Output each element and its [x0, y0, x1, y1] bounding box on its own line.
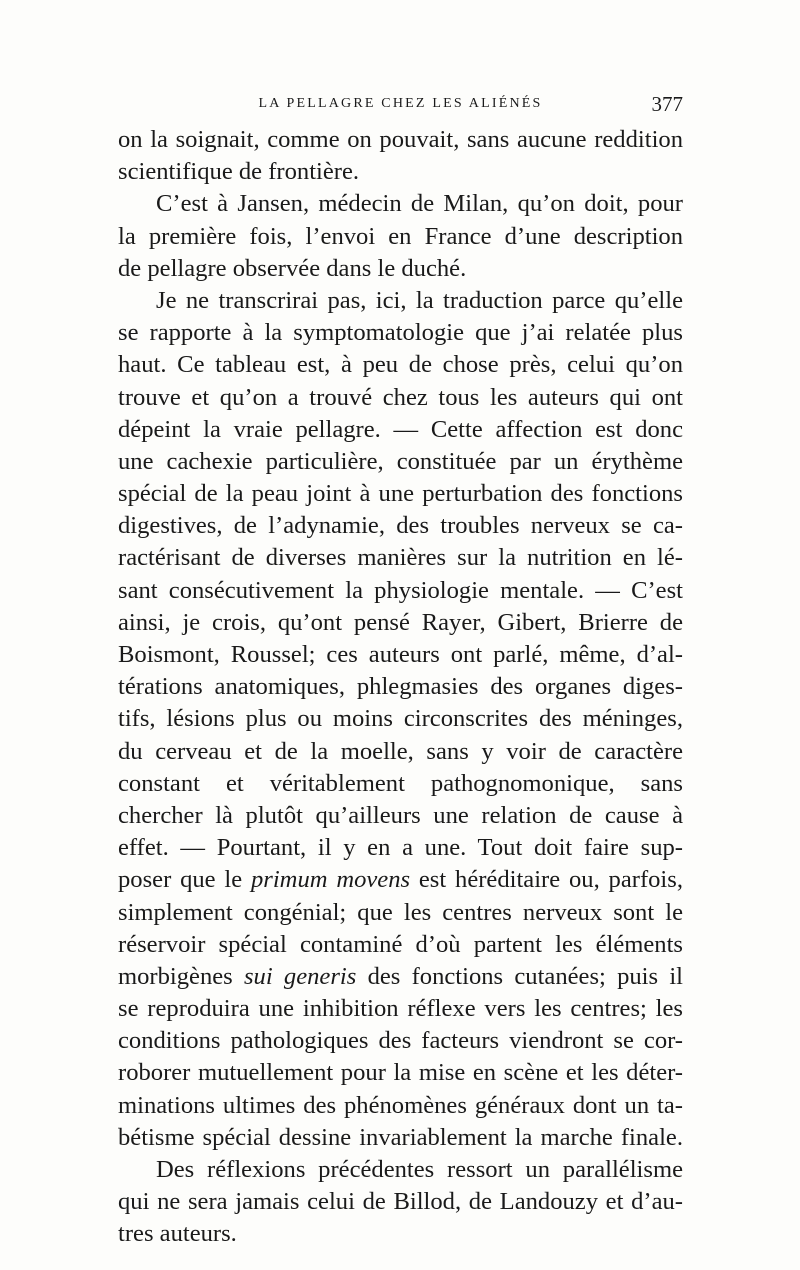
- text-line: du cerveau et de la moelle, sans y voir de caractère: [118, 737, 683, 765]
- text-fragment: est héréditaire ou, parfois,: [410, 866, 683, 894]
- text-line: conditions pathologiques des facteurs viendront se cor-: [118, 1027, 683, 1055]
- text-line: Des réflexions précédentes ressort un parallélisme: [156, 1156, 683, 1183]
- text-fragment: poser que le: [118, 866, 251, 894]
- text-line: ainsi, je crois, qu’ont pensé Rayer, Gibert, Brierre de: [118, 608, 683, 636]
- italic-phrase: primum movens: [250, 866, 411, 894]
- text-line: dépeint la vraie pellagre. — Cette affection est donc: [118, 415, 683, 443]
- text-line: on la soignait, comme on pouvait, sans aucune reddition: [118, 126, 683, 153]
- text-line: Je ne transcrirai pas, ici, la traduction parce qu’elle: [156, 286, 683, 314]
- text-line: ractérisant de diverses manières sur la nutrition en lé-: [118, 544, 683, 572]
- text-line: simplement congénial; que les centres nerveux sont le: [118, 898, 683, 926]
- text-line: digestives, de l’adynamie, des troubles nerveux se ca-: [118, 512, 683, 540]
- text-line: [118, 961, 683, 993]
- text-line: tifs, lésions plus ou moins circonscrites des méninges,: [118, 705, 683, 733]
- text-line: effet. — Pourtant, il y en a une. Tout doit faire sup-: [118, 834, 683, 862]
- text-fragment: des fonctions cutanées; puis il: [356, 962, 683, 990]
- text-fragment: morbigènes: [118, 962, 244, 990]
- text-line: qui ne sera jamais celui de Billod, de Landouzy et d’au-: [118, 1188, 683, 1216]
- text-line: bétisme spécial dessine invariablement la marche finale.: [118, 1123, 683, 1151]
- text-line: minations ultimes des phénomènes généraux dont un ta-: [118, 1091, 683, 1119]
- italic-phrase: sui generis: [243, 962, 357, 990]
- text-line: chercher là plutôt qu’ailleurs une relation de cause à: [118, 801, 683, 829]
- text-line: une cachexie particulière, constituée par un érythème: [118, 447, 683, 475]
- body-text: [118, 124, 683, 1251]
- text-line: spécial de la peau joint à une perturbation des fonctions: [118, 480, 683, 508]
- text-line: sant consécutivement la physiologie mentale. — C’est: [118, 576, 683, 604]
- text-line: de pellagre observée dans le duché.: [118, 254, 467, 282]
- text-line: Boismont, Roussel; ces auteurs ont parlé, même, d’al-: [118, 641, 683, 668]
- text-line: se rapporte à la symptomatologie que j’ai relatée plus: [118, 319, 683, 347]
- running-head: [118, 92, 683, 116]
- text-line: réservoir spécial contaminé d’où partent les éléments: [118, 930, 683, 958]
- text-line: C’est à Jansen, médecin de Milan, qu’on doit, pour: [156, 190, 683, 218]
- text-line: haut. Ce tableau est, à peu de chose près, celui qu’on: [118, 351, 683, 379]
- text-line: trouve et qu’on a trouvé chez tous les auteurs qui ont: [118, 383, 683, 411]
- running-title: LA PELLAGRE CHEZ LES ALIÉNÉS: [258, 96, 543, 111]
- text-line: la première fois, l’envoi en France d’une description: [118, 222, 683, 250]
- text-line: se reproduira une inhibition réflexe vers les centres; les: [118, 995, 683, 1023]
- page-number: 377: [651, 92, 683, 116]
- text-line: térations anatomiques, phlegmasies des organes diges-: [118, 673, 683, 701]
- text-line: constant et véritablement pathognomonique, sans: [118, 769, 683, 797]
- text-line: scientifique de frontière.: [118, 158, 360, 186]
- text-line: [118, 864, 683, 896]
- text-line: roborer mutuellement pour la mise en scène et les déter-: [118, 1059, 683, 1087]
- text-line: tres auteurs.: [118, 1220, 237, 1248]
